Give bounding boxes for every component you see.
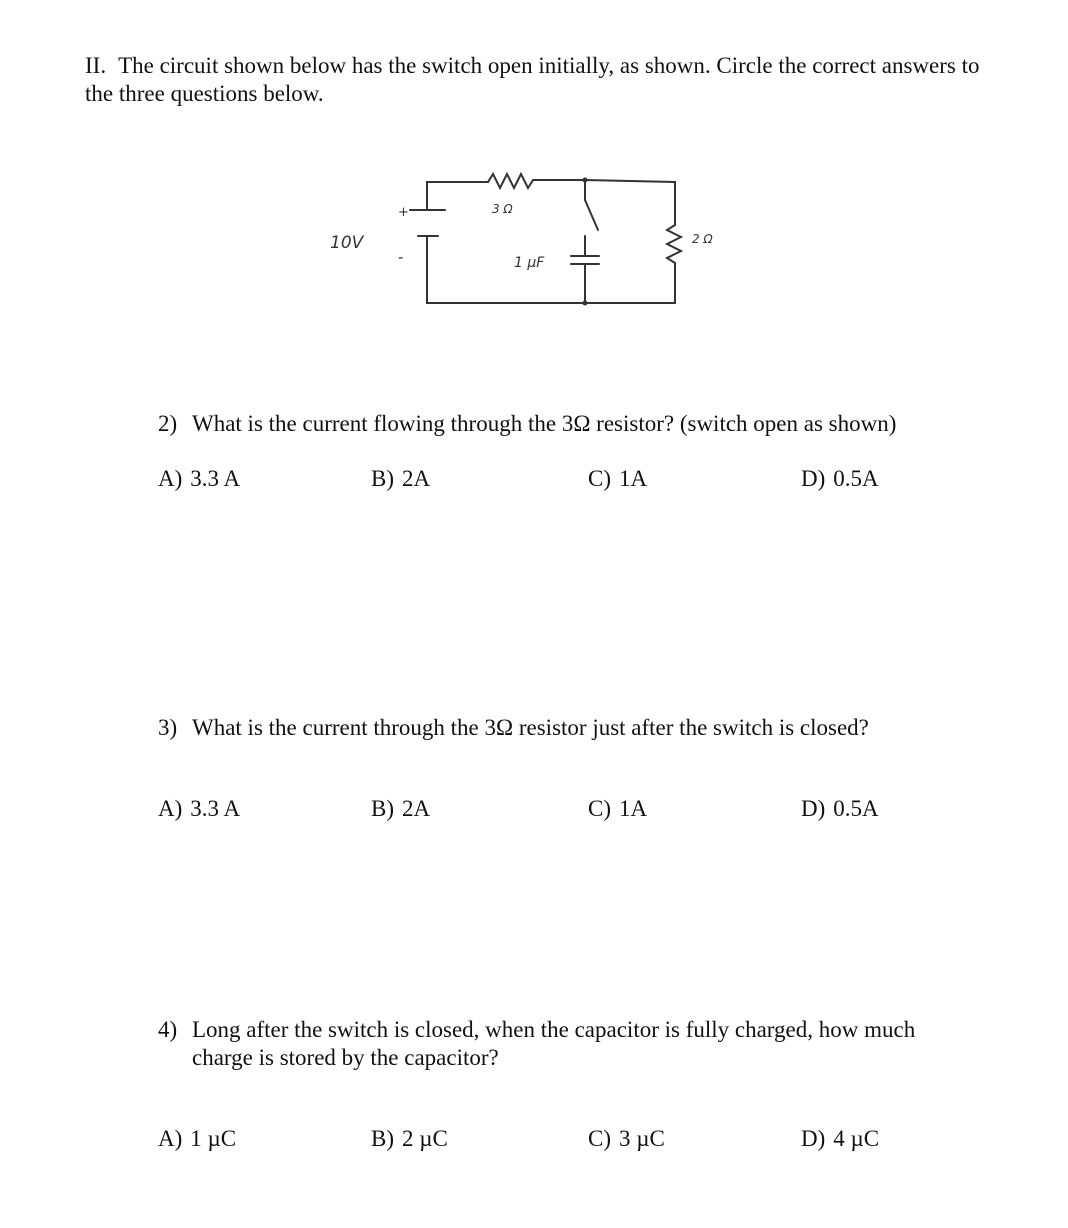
- q2-choice-c[interactable]: C) 1A: [588, 466, 648, 491]
- question-4-choices: [158, 1126, 918, 1156]
- question-3-text: What is the current through the 3Ω resistor just after the switch is closed?: [192, 715, 869, 740]
- question-4: [158, 1016, 915, 1072]
- battery-plus-sign: +: [398, 205, 409, 220]
- wire-right-bottom: [585, 263, 675, 303]
- resistor-3ohm: [488, 174, 533, 188]
- wire-top: [533, 180, 675, 182]
- question-2-choices: [158, 466, 918, 496]
- question-2-text: What is the current flowing through the 3Ω resistor? (switch open as shown): [192, 411, 897, 436]
- junction-bottom: [583, 301, 588, 306]
- problem-instructions: The circuit shown below has the switch open initially, as shown. Circle the correct answers to the three questions below.: [85, 53, 980, 106]
- q3-choice-a[interactable]: A) 3.3 A: [158, 796, 241, 821]
- question-4-number: 4): [158, 1017, 178, 1042]
- junction-top: [583, 178, 588, 183]
- q4-choice-d[interactable]: D) 4 µC: [801, 1126, 880, 1151]
- circuit-diagram: [300, 150, 780, 330]
- problem-intro: [85, 52, 985, 108]
- question-4-text-line1: Long after the switch is closed, when the capacitor is fully charged, how much: [192, 1017, 916, 1042]
- battery-minus-sign: -: [398, 248, 404, 266]
- q4-choice-b[interactable]: B) 2 µC: [371, 1126, 448, 1151]
- wire-left-top: [427, 182, 488, 210]
- q4-choice-a[interactable]: A) 1 µC: [158, 1126, 237, 1151]
- question-4-text-line2: charge is stored by the capacitor?: [192, 1045, 499, 1070]
- capacitor-label: 1 µF: [514, 255, 545, 271]
- q3-choice-d[interactable]: D) 0.5A: [801, 796, 879, 821]
- resistor-2ohm-label: 2 Ω: [692, 232, 713, 246]
- question-3-number: 3): [158, 715, 178, 740]
- q2-choice-b[interactable]: B) 2A: [371, 466, 431, 491]
- resistor-2ohm: [667, 225, 681, 263]
- switch-blade: [585, 200, 598, 230]
- q4-choice-c[interactable]: C) 3 µC: [588, 1126, 665, 1151]
- question-3-choices: [158, 796, 918, 826]
- wire-left-bottom: [427, 236, 585, 303]
- question-3: [158, 714, 869, 742]
- resistor-3ohm-label: 3 Ω: [492, 202, 513, 216]
- battery-label: 10V: [330, 233, 364, 253]
- q3-choice-b[interactable]: B) 2A: [371, 796, 431, 821]
- problem-number: II.: [85, 53, 107, 78]
- q2-choice-d[interactable]: D) 0.5A: [801, 466, 879, 491]
- question-2-number: 2): [158, 411, 178, 436]
- q2-choice-a[interactable]: A) 3.3 A: [158, 466, 241, 491]
- question-2: [158, 410, 896, 438]
- q3-choice-c[interactable]: C) 1A: [588, 796, 648, 821]
